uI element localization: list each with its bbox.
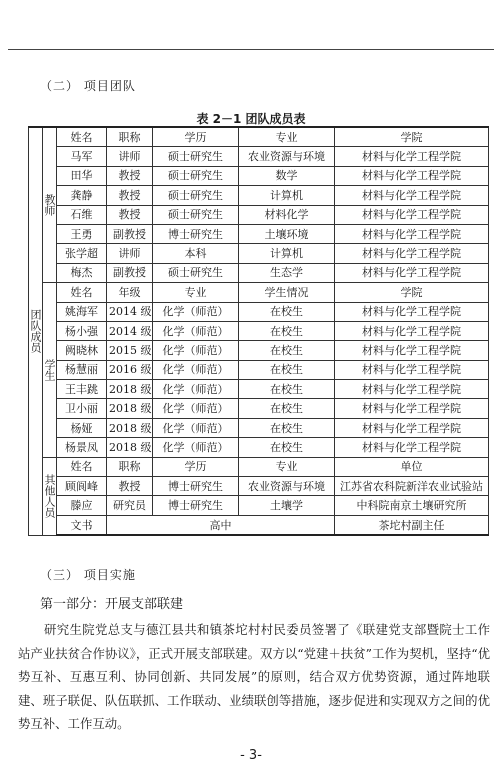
table-cell: 石维: [57, 205, 107, 224]
table-row: [29, 263, 489, 282]
table-cell: 材料与化学工程学院: [335, 224, 489, 243]
table-cell: 在校生: [239, 341, 335, 360]
table-cell: 生态学: [239, 263, 335, 282]
table-cell: 材料与化学工程学院: [335, 263, 489, 282]
table-cell: 学院: [335, 283, 489, 302]
table-cell: 姓名: [57, 283, 107, 302]
table-cell: 阙晓林: [57, 341, 107, 360]
table-cell: 教授: [107, 186, 153, 205]
table-cell: 2018 级: [107, 438, 153, 457]
table-cell: 教授: [107, 205, 153, 224]
table-cell: 姓名: [57, 127, 107, 147]
table-row: [29, 438, 489, 457]
table-cell: 材料与化学工程学院: [335, 166, 489, 185]
table-row: [29, 166, 489, 185]
table-cell: 研究员: [107, 496, 153, 515]
table-cell: 化学（师范）: [153, 418, 239, 437]
table-cell: 材料与化学工程学院: [335, 341, 489, 360]
table-row: [29, 341, 489, 360]
table-caption: 表 2－1 团队成员表: [196, 112, 306, 126]
table-cell: 江苏省农科院新洋农业试验站: [335, 477, 489, 496]
table-cell: 硕士研究生: [153, 263, 239, 282]
table-cell: 在校生: [239, 321, 335, 340]
table-cell: 学院: [335, 127, 489, 147]
table-cell: 化学（师范）: [153, 341, 239, 360]
table-cell: 王勇: [57, 224, 107, 243]
table-cell: 材料与化学工程学院: [335, 302, 489, 321]
table-cell: 材料与化学工程学院: [335, 147, 489, 166]
table-cell: 讲师: [107, 147, 153, 166]
table-cell: 材料与化学工程学院: [335, 360, 489, 379]
table-cell: 副教授: [107, 224, 153, 243]
table-cell: 土壤学: [239, 496, 335, 515]
table-cell: 土壤环境: [239, 224, 335, 243]
table-row: [29, 224, 489, 243]
table-cell: 材料与化学工程学院: [335, 380, 489, 399]
table-cell: 在校生: [239, 302, 335, 321]
table-cell: 2018 级: [107, 399, 153, 418]
others-label: 其他人员: [43, 457, 57, 535]
table-cell: 中科院南京土壤研究所: [335, 496, 489, 515]
table-cell: 农业资源与环境: [239, 147, 335, 166]
table-row: [29, 186, 489, 205]
table-cell: 化学（师范）: [153, 360, 239, 379]
table-row: [29, 147, 489, 166]
table-cell: 年级: [107, 283, 153, 302]
table-row: [29, 477, 489, 496]
table-cell: 硕士研究生: [153, 186, 239, 205]
header-rule: [8, 49, 494, 50]
group-label: 团队成员: [29, 127, 43, 535]
table-cell: 马军: [57, 147, 107, 166]
table-row: [29, 515, 489, 535]
table-cell: 学生情况: [239, 283, 335, 302]
table-cell: 职称: [107, 127, 153, 147]
table-cell: 教授: [107, 166, 153, 185]
table-cell: 高中: [107, 515, 335, 535]
table-cell: 杨娅: [57, 418, 107, 437]
table-cell: 硕士研究生: [153, 147, 239, 166]
table-cell: 杨慧丽: [57, 360, 107, 379]
table-cell: 学历: [153, 127, 239, 147]
table-cell: 顾阆峰: [57, 477, 107, 496]
table-cell: 在校生: [239, 438, 335, 457]
table-cell: 农业资源与环境: [239, 477, 335, 496]
table-cell: 2018 级: [107, 380, 153, 399]
table-cell: 博士研究生: [153, 477, 239, 496]
table-row: [29, 321, 489, 340]
table-cell: 田华: [57, 166, 107, 185]
table-cell: 王丰跳: [57, 380, 107, 399]
table-cell: 杨景凤: [57, 438, 107, 457]
table-cell: 化学（师范）: [153, 399, 239, 418]
table-cell: 滕应: [57, 496, 107, 515]
table-cell: 化学（师范）: [153, 321, 239, 340]
table-cell: 数学: [239, 166, 335, 185]
table-cell: 计算机: [239, 244, 335, 263]
table-cell: 材料与化学工程学院: [335, 418, 489, 437]
table-row: [29, 496, 489, 515]
table-cell: 梅杰: [57, 263, 107, 282]
table-cell: 杨小强: [57, 321, 107, 340]
team-members-table: [28, 126, 489, 536]
table-header-row: [29, 457, 489, 476]
section-heading-implementation: （三） 项目实施: [40, 568, 136, 582]
table-cell: 2018 级: [107, 418, 153, 437]
table-cell: 学历: [153, 457, 239, 476]
table-cell: 材料化学: [239, 205, 335, 224]
table-cell: 职称: [107, 457, 153, 476]
table-header-row: [29, 127, 489, 147]
table-row: [29, 244, 489, 263]
table-cell: 化学（师范）: [153, 302, 239, 321]
table-cell: 专业: [153, 283, 239, 302]
table-row: [29, 360, 489, 379]
table-cell: 教授: [107, 477, 153, 496]
table-cell: 2014 级: [107, 302, 153, 321]
table-cell: 副教授: [107, 263, 153, 282]
table-cell: 本科: [153, 244, 239, 263]
table-cell: 硕士研究生: [153, 166, 239, 185]
table-cell: 姚海军: [57, 302, 107, 321]
table-cell: 专业: [239, 457, 335, 476]
part-heading: 第一部分：开展支部联建: [40, 597, 184, 612]
section-heading-team: （二） 项目团队: [40, 79, 136, 93]
students-label: 学生: [43, 283, 57, 458]
teachers-label: 教师: [43, 127, 57, 283]
table-cell: 讲师: [107, 244, 153, 263]
table-cell: 博士研究生: [153, 224, 239, 243]
table-cell: 材料与化学工程学院: [335, 321, 489, 340]
table-cell: 2016 级: [107, 360, 153, 379]
table-cell: 2014 级: [107, 321, 153, 340]
body-paragraph: 研究生院党总支与德江县共和镇茶坨村村民委员签署了《联建党支部暨院士工作站产业扶贫合作协议》，正式开展支部联建。双方以“党建＋扶贫”工作为契机，坚持“优势互补、互惠互利、协同创新、共同发展”的原则，结合双方优势资源，通过阵地联建、班子联促、队伍联抓、工作联动、业绩联创等措施，逐步促进和实现双方之间的优势互补、工作互动。: [18, 622, 490, 731]
table-cell: 在校生: [239, 418, 335, 437]
table-cell: 材料与化学工程学院: [335, 244, 489, 263]
page-number: - 3-: [240, 748, 262, 763]
table-cell: 化学（师范）: [153, 438, 239, 457]
table-cell: 在校生: [239, 399, 335, 418]
table-header-row: [29, 283, 489, 302]
table-cell: 在校生: [239, 360, 335, 379]
table-row: [29, 399, 489, 418]
table-cell: 卫小丽: [57, 399, 107, 418]
table-cell: 单位: [335, 457, 489, 476]
table-row: [29, 302, 489, 321]
table-cell: 计算机: [239, 186, 335, 205]
table-cell: 材料与化学工程学院: [335, 438, 489, 457]
table-cell: 龚静: [57, 186, 107, 205]
table-cell: 化学（师范）: [153, 380, 239, 399]
table-cell: 硕士研究生: [153, 205, 239, 224]
table-cell: 材料与化学工程学院: [335, 399, 489, 418]
table-row: [29, 205, 489, 224]
table-cell: 材料与化学工程学院: [335, 205, 489, 224]
table-cell: 茶坨村副主任: [335, 515, 489, 535]
table-row: [29, 418, 489, 437]
table-cell: 在校生: [239, 380, 335, 399]
table-cell: 姓名: [57, 457, 107, 476]
table-row: [29, 380, 489, 399]
table-cell: 张学超: [57, 244, 107, 263]
table-cell: 博士研究生: [153, 496, 239, 515]
table-cell: 专业: [239, 127, 335, 147]
table-cell: 材料与化学工程学院: [335, 186, 489, 205]
table-cell: 文书: [57, 515, 107, 535]
table-cell: 2015 级: [107, 341, 153, 360]
